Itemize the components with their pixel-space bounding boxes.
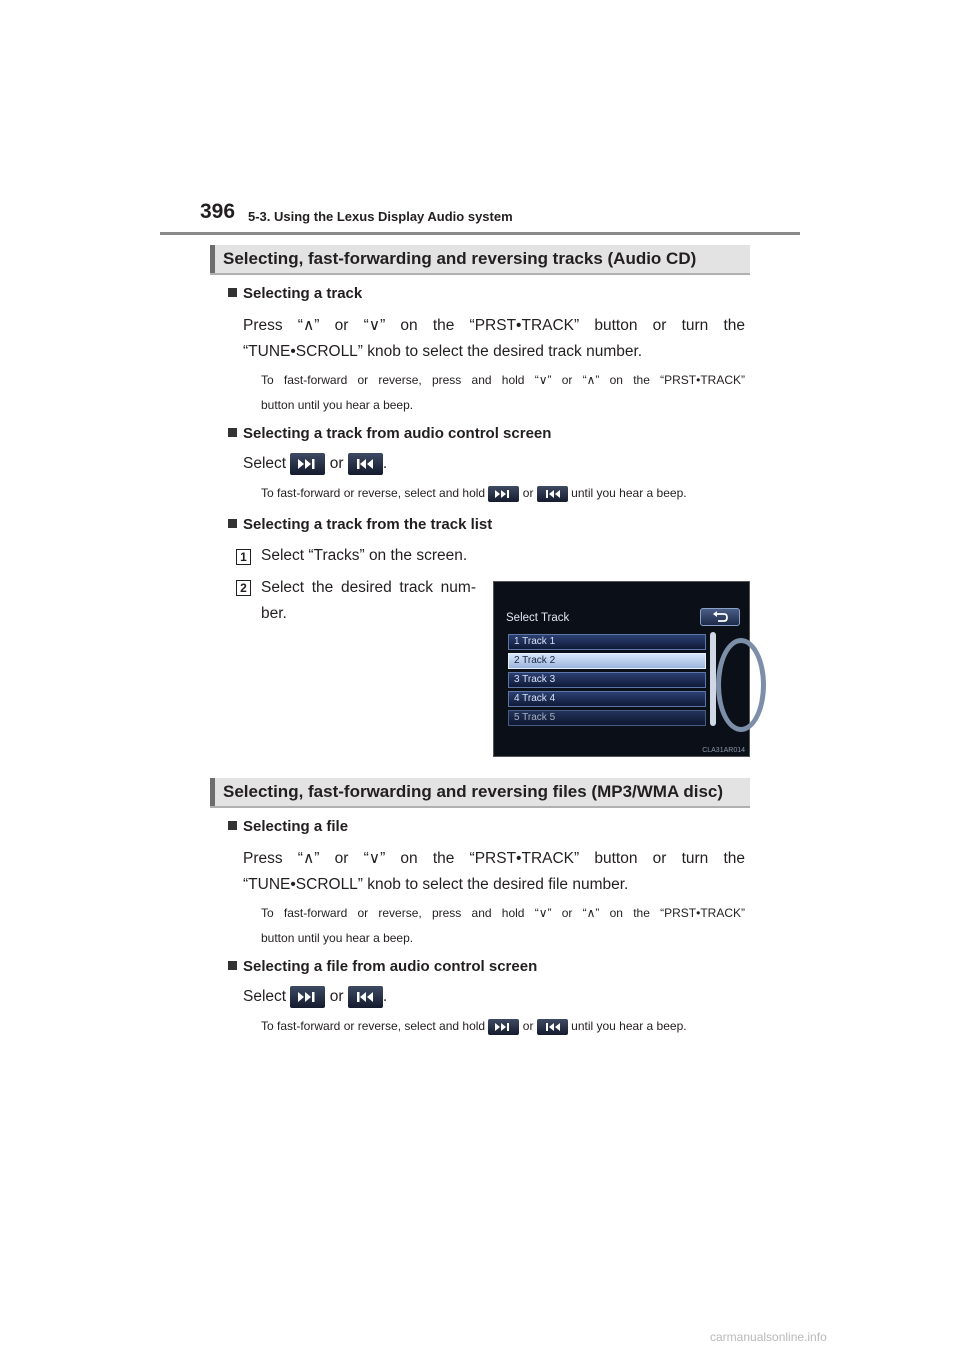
note-line: To fast-forward or reverse, press and hold “∨” or “∧” on the “PRST•TRACK” bbox=[261, 906, 745, 920]
page-number: 396 bbox=[200, 200, 236, 223]
scrollbar[interactable] bbox=[710, 632, 716, 726]
square-bullet-icon bbox=[228, 519, 237, 528]
track-row[interactable] bbox=[508, 672, 706, 688]
next-track-icon bbox=[290, 986, 325, 1008]
step-number: 1 bbox=[236, 549, 251, 565]
body-line: “TUNE•SCROLL” knob to select the desired track number. bbox=[243, 343, 643, 360]
back-arrow-icon bbox=[711, 610, 729, 624]
square-bullet-icon bbox=[228, 961, 237, 970]
body-line: “TUNE•SCROLL” knob to select the desired file number. bbox=[243, 876, 629, 893]
section-accent bbox=[210, 778, 215, 806]
subheading-audio-control-screen bbox=[228, 425, 551, 442]
subheading-track-list bbox=[228, 516, 492, 533]
track-label: 3 Track 3 bbox=[514, 674, 556, 685]
previous-track-icon bbox=[348, 453, 383, 475]
period: . bbox=[382, 988, 388, 1006]
track-row-selected[interactable] bbox=[508, 653, 706, 669]
section-accent bbox=[210, 245, 215, 273]
subheading-text: Selecting a file from audio control screen bbox=[243, 958, 538, 975]
step-number: 2 bbox=[236, 580, 251, 596]
note-text: until you hear a beep. bbox=[571, 486, 687, 501]
step-line: ber. bbox=[261, 605, 287, 622]
image-code: CLA31AR014 bbox=[702, 747, 745, 754]
note-text: To fast-forward or reverse, select and hold bbox=[261, 1019, 486, 1034]
note-text: To fast-forward or reverse, select and hold bbox=[261, 486, 486, 501]
track-row[interactable] bbox=[508, 691, 706, 707]
note-hold-instruction bbox=[261, 486, 687, 502]
next-track-icon bbox=[488, 486, 519, 502]
or-word: or bbox=[329, 455, 344, 473]
track-label: 4 Track 4 bbox=[514, 693, 556, 704]
previous-track-icon bbox=[348, 986, 383, 1008]
previous-track-icon bbox=[537, 486, 568, 502]
note-line: button until you hear a beep. bbox=[261, 398, 414, 412]
body-line: Press “∧” or “∨” on the “PRST•TRACK” button or turn the bbox=[243, 850, 745, 867]
select-instruction bbox=[243, 453, 387, 475]
track-row[interactable] bbox=[508, 710, 706, 726]
note-paragraph bbox=[261, 368, 745, 418]
subheading-text: Selecting a file bbox=[243, 818, 349, 835]
subheading-selecting-file bbox=[228, 818, 348, 835]
track-label: 5 Track 5 bbox=[514, 712, 556, 723]
or-word: or bbox=[522, 1019, 534, 1034]
note-hold-instruction bbox=[261, 1019, 687, 1035]
square-bullet-icon bbox=[228, 428, 237, 437]
step-text: Select “Tracks” on the screen. bbox=[261, 547, 468, 564]
select-instruction bbox=[243, 986, 387, 1008]
note-text: until you hear a beep. bbox=[571, 1019, 687, 1034]
body-paragraph bbox=[243, 846, 745, 898]
or-word: or bbox=[522, 486, 534, 501]
section-heading-audio-cd bbox=[210, 245, 750, 275]
note-paragraph bbox=[261, 901, 745, 951]
subheading-file-audio-control-screen bbox=[228, 958, 537, 975]
track-row[interactable] bbox=[508, 634, 706, 650]
square-bullet-icon bbox=[228, 288, 237, 297]
track-label: 1 Track 1 bbox=[514, 636, 556, 647]
screen-title: Select Track bbox=[506, 612, 570, 624]
section-title: Selecting, fast-forwarding and reversing files (MP3/WMA disc) bbox=[223, 782, 724, 801]
scroll-knob-arc bbox=[716, 638, 766, 732]
header-rule bbox=[160, 232, 800, 235]
subheading-text: Selecting a track bbox=[243, 285, 363, 302]
step-line: Select the desired track num- bbox=[261, 579, 476, 596]
period: . bbox=[382, 455, 388, 473]
step-text bbox=[261, 575, 476, 627]
section-title: Selecting, fast-forwarding and reversing tracks (Audio CD) bbox=[223, 249, 697, 268]
select-track-screenshot bbox=[493, 581, 750, 757]
body-paragraph bbox=[243, 313, 745, 365]
watermark: carmanualsonline.info bbox=[710, 1330, 827, 1344]
note-line: To fast-forward or reverse, press and hold “∨” or “∧” on the “PRST•TRACK” bbox=[261, 373, 745, 387]
subheading-selecting-track bbox=[228, 285, 362, 302]
running-head: 5-3. Using the Lexus Display Audio system bbox=[248, 209, 513, 224]
note-line: button until you hear a beep. bbox=[261, 931, 414, 945]
body-line: Press “∧” or “∨” on the “PRST•TRACK” button or turn the bbox=[243, 317, 745, 334]
next-track-icon bbox=[488, 1019, 519, 1035]
or-word: or bbox=[329, 988, 344, 1006]
next-track-icon bbox=[290, 453, 325, 475]
section-heading-mp3-wma bbox=[210, 778, 750, 808]
select-word: Select bbox=[243, 988, 287, 1006]
subheading-text: Selecting a track from the track list bbox=[243, 516, 493, 533]
previous-track-icon bbox=[537, 1019, 568, 1035]
subheading-text: Selecting a track from audio control screen bbox=[243, 425, 552, 442]
square-bullet-icon bbox=[228, 821, 237, 830]
select-word: Select bbox=[243, 455, 287, 473]
track-list bbox=[508, 634, 706, 728]
track-label: 2 Track 2 bbox=[514, 655, 556, 666]
back-button[interactable] bbox=[700, 608, 740, 626]
